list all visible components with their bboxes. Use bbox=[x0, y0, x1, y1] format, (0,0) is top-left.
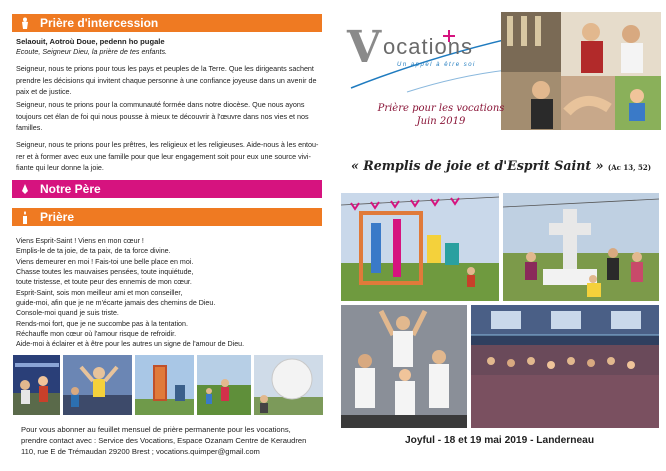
right-page bbox=[333, 0, 666, 471]
priere-header-label: Prière bbox=[40, 210, 75, 224]
photo-crowd-stage bbox=[13, 355, 60, 415]
event-photo-strip bbox=[13, 355, 323, 415]
contact-line: Pour vous abonner au feuillet mensuel de prière permanente pour les vocations, bbox=[21, 425, 291, 434]
photo-cross-crowd bbox=[503, 193, 659, 301]
intercession-breton-title: Selaouit, Aotroù Doue, pedenn ho pugale bbox=[16, 37, 165, 46]
prayer-line: Rends-moi fort, que je ne succombe pas à la tentation. bbox=[16, 319, 188, 328]
logo-letter-v: V bbox=[347, 22, 382, 73]
photo-dancing bbox=[63, 355, 132, 415]
paragraph-line: Seigneur, nous te prions pour les prêtres, les religieux et les religieuses. Aide-nous à les entou- bbox=[16, 140, 319, 149]
hero-photo-collage bbox=[501, 12, 661, 130]
prayer-line: Aide-moi à éclairer et à être pour les autres un signe de l'amour de Dieu. bbox=[16, 340, 245, 349]
paragraph-line: Seigneur, nous te prions pour tous les pays et peuples de la Terre. Que les dirigeants sachent bbox=[16, 64, 314, 73]
prayer-line: Chasse toutes les mauvaises pensées, toute inquiétude, bbox=[16, 268, 194, 277]
intercession-header bbox=[12, 14, 322, 32]
prayer-for-vocations-label: Prière pour les vocations bbox=[377, 103, 505, 114]
photo-youth-cheering bbox=[341, 305, 467, 428]
logo-tagline: Un appel à être soi bbox=[397, 62, 476, 68]
contact-line: prendre contact avec : Service des Vocations, Espace Ozanam Centre de Keraudren bbox=[21, 436, 307, 445]
intercession-subtitle: Ecoute, Seigneur Dieu, la prière de tes enfants. bbox=[16, 47, 168, 56]
prayer-line: guide-moi, afin que je ne m'écarte jamais des chemins de Dieu. bbox=[16, 299, 216, 308]
notre-pere-header-label: Notre Père bbox=[40, 182, 101, 196]
intercession-paragraph-3 bbox=[16, 139, 320, 174]
scripture-reference: (Ac 13, 52) bbox=[607, 163, 652, 172]
paragraph-line: fiante qui leur donne la joie. bbox=[16, 163, 104, 173]
priere-header bbox=[12, 208, 322, 226]
prayer-line: Emplis-le de ta joie, de ta paix, de ta force divine. bbox=[16, 247, 171, 256]
prayer-line: Réchauffe mon cœur où l'amour risque de refroidir. bbox=[16, 330, 177, 339]
paragraph-line: familles. bbox=[16, 123, 43, 133]
intercession-paragraph-1 bbox=[16, 63, 320, 98]
intercession-header-label: Prière d'intercession bbox=[40, 16, 159, 30]
prayer-line: Viens demeurer en moi ! Fais-toi une belle place en moi. bbox=[16, 257, 194, 266]
theme-quote: « Remplis de joie et d'Esprit Saint » bbox=[350, 158, 604, 173]
intercession-paragraph-2 bbox=[16, 99, 320, 134]
month-label: Juin 2019 bbox=[416, 116, 466, 127]
paragraph-line: Seigneur, nous te prions pour la communauté formée dans notre diocèse. Que nous ayons bbox=[16, 100, 305, 109]
paragraph-line: prendre les décisions qui invitent chaque personne à une confiance joyeuse dans un avenir de bbox=[16, 75, 317, 85]
photo-hall-assembly bbox=[471, 305, 659, 428]
prayer-text bbox=[16, 236, 316, 350]
paragraph-line: rer et à former avec eux une famille pour que leur engagement soit pour eux une source vivi- bbox=[16, 151, 311, 161]
paragraph-line: toujours cet élan de foi qui nous pousse à mieux te découvrir à l'œuvre dans nos vies et nos bbox=[16, 111, 309, 121]
prayer-line: toute tristesse, et toute peur des ennemis de mon cœur. bbox=[16, 278, 192, 287]
vocations-logo bbox=[347, 18, 507, 88]
prayer-line: Viens Esprit-Saint ! Viens en mon cœur ! bbox=[16, 237, 144, 245]
hands-icon bbox=[18, 182, 32, 196]
event-caption: Joyful - 18 et 19 mai 2019 - Landerneau bbox=[404, 435, 595, 446]
praying-figure-icon bbox=[18, 16, 32, 30]
logo-word: ocations bbox=[383, 34, 473, 59]
subscription-contact bbox=[21, 424, 331, 457]
vocations-prayer-date bbox=[361, 102, 521, 128]
contact-line: 110, rue E de Trémaudan 29200 Brest ; vocations.quimper@gmail.com bbox=[21, 447, 260, 456]
event-photo-grid bbox=[341, 193, 659, 428]
prayer-line: Console-moi quand je suis triste. bbox=[16, 309, 119, 318]
photo-outdoor-game bbox=[197, 355, 251, 415]
photo-colorful-tower bbox=[341, 193, 499, 301]
photo-bouncy-tower bbox=[135, 355, 194, 415]
candle-icon bbox=[18, 210, 32, 224]
photo-giant-ball bbox=[254, 355, 323, 415]
prayer-line: Esprit-Saint, sois mon meilleur ami et mon conseiller, bbox=[16, 288, 183, 297]
main-theme-title bbox=[341, 158, 661, 173]
paragraph-line: paix et de justice. bbox=[16, 87, 72, 97]
notre-pere-header bbox=[12, 180, 322, 198]
